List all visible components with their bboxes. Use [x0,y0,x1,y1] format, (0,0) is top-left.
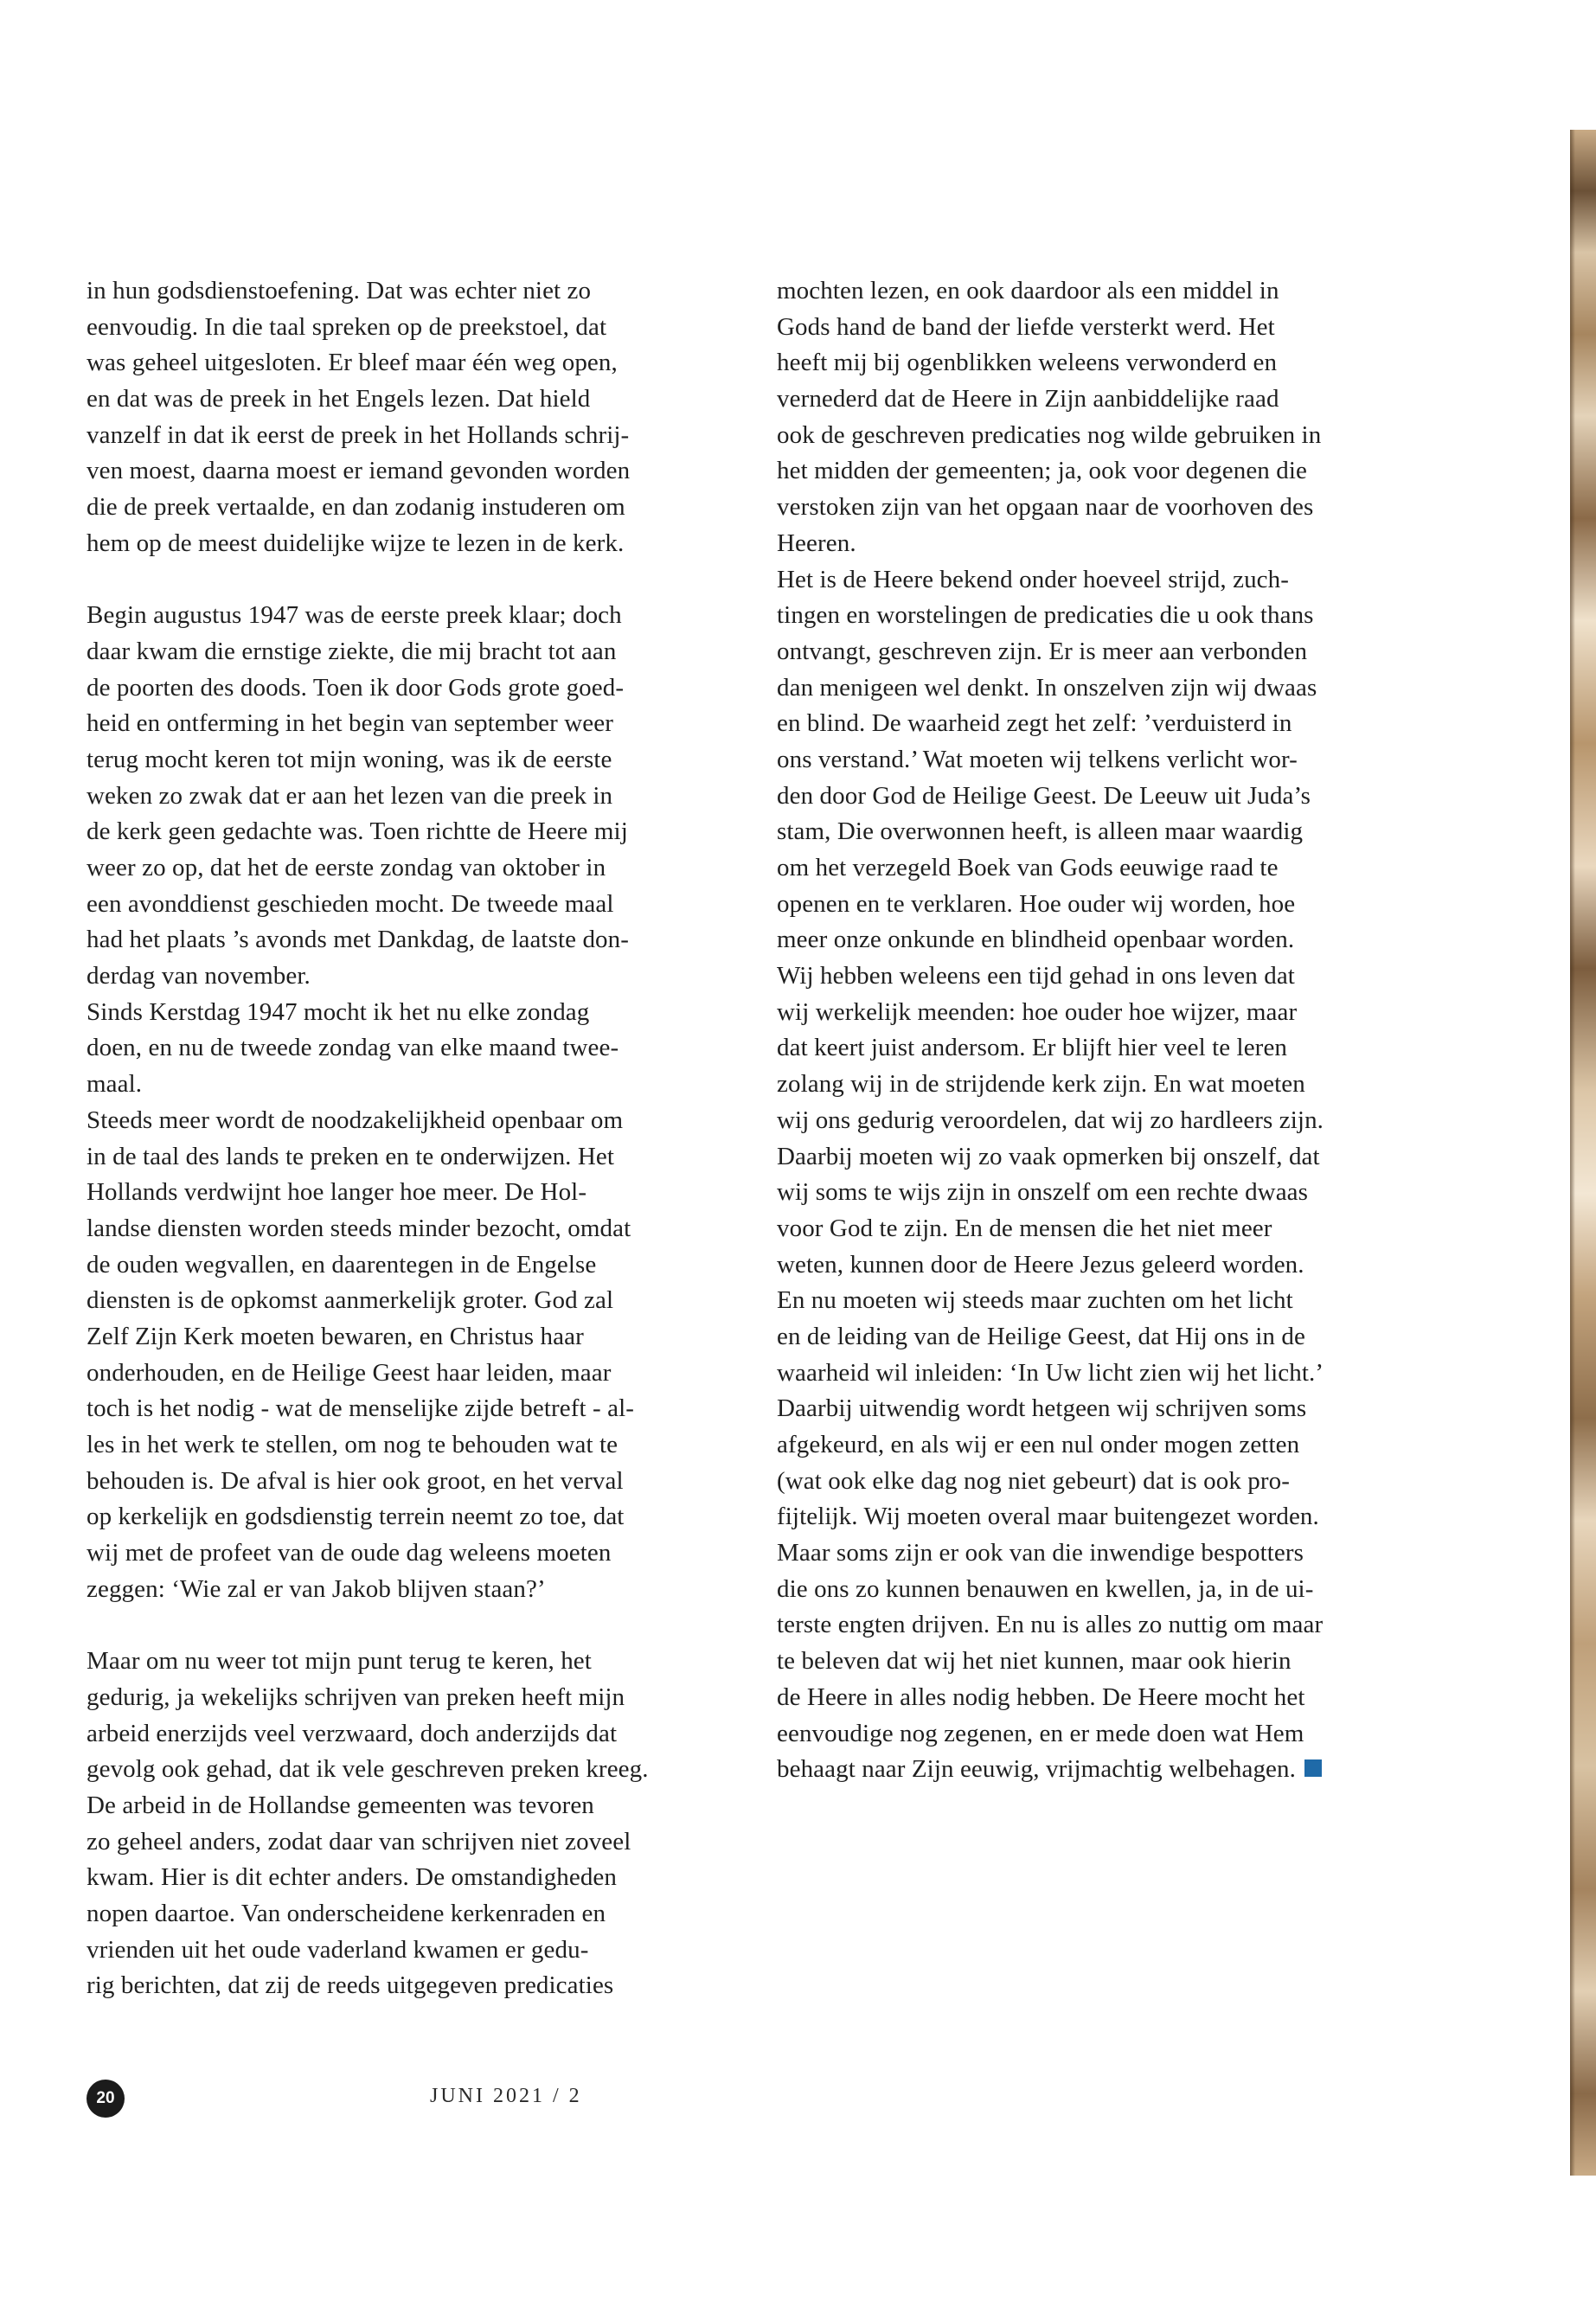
text-line: dan menigeen wel denkt. In onszelven zijn wij dwaas [777,673,1317,702]
text-line: arbeid enerzijds veel verzwaard, doch anderzijds dat [87,1719,618,1747]
text-line: en de leiding van de Heilige Geest, dat Hij ons in de [777,1322,1305,1350]
text-line: meer onze onkunde en blindheid openbaar worden. [777,926,1295,954]
text-line: het midden der gemeenten; ja, ook voor degenen die [777,457,1307,485]
text-line: ons verstand.’ Wat moeten wij telkens verlicht wor- [777,745,1298,773]
text-line: ven moest, daarna moest er iemand gevonden worden [87,457,631,485]
text-line: ontvangt, geschreven zijn. Er is meer aan verbonden [777,637,1308,665]
text-line: afgekeurd, en als wij er een nul onder mogen zetten [777,1431,1300,1458]
text-line: wij werkelijk meenden: hoe ouder hoe wijzer, maar [777,997,1298,1026]
text-line: en dat was de preek in het Engels lezen. Dat hield [87,385,591,413]
issue-label: JUNI 2021 / 2 [430,2085,582,2107]
text-line: de poorten des doods. Toen ik door Gods grote goed- [87,673,625,702]
text-line: die ons zo kunnen benauwen en kwellen, ja, in de ui- [777,1574,1314,1603]
text-line: Begin augustus 1947 was de eerste preek klaar; doch [87,601,622,630]
text-line: derdag van november. [87,962,311,990]
text-line: doen, en nu de tweede zondag van elke maand twee- [87,1034,619,1062]
text-line: Maar om nu weer tot mijn punt terug te keren, het [87,1647,592,1676]
text-line: rig berichten, dat zij de reeds uitgegeven predicaties [87,1971,614,2000]
text-line: onderhouden, en de Heilige Geest haar leiden, maar [87,1358,612,1387]
text-line: wij soms te wijs zijn in onszelf om een rechte dwaas [777,1178,1309,1207]
text-line: les in het werk te stellen, om nog te behouden wat te [87,1431,619,1458]
text-line: zo geheel anders, zodat daar van schrijven niet zoveel [87,1827,631,1856]
text-line: voor God te zijn. En de mensen die het niet meer [777,1214,1272,1242]
text-line: in de taal des lands te preken en te onderwijzen. Het [87,1142,615,1170]
text-line: openen en te verklaren. Hoe ouder wij worden, hoe [777,889,1296,918]
text-line: En nu moeten wij steeds maar zuchten om het licht [777,1286,1293,1315]
text-line: en blind. De waarheid zegt het zelf: ’verduisterd in [777,709,1292,738]
text-line: die de preek vertaalde, en dan zodanig instuderen om [87,493,625,522]
text-line: op kerkelijk en godsdienstig terrein neemt zo toe, dat [87,1503,625,1531]
text-line: Hollands verdwijnt hoe langer hoe meer. De Hol- [87,1178,587,1207]
text-line: den door God de Heilige Geest. De Leeuw uit Juda’s [777,781,1311,810]
text-line: nopen daartoe. Van onderscheidene kerkenraden en [87,1899,606,1927]
text-line: waarheid wil inleiden: ‘In Uw licht zien wij het licht.’ [777,1358,1324,1387]
paragraph-gap [87,562,744,599]
text-line: mochten lezen, en ook daardoor als een middel in [777,277,1279,304]
text-line: eenvoudige nog zegenen, en er mede doen wat Hem [777,1719,1304,1747]
text-line: de ouden wegvallen, en daarentegen in de Engelse [87,1250,597,1279]
text-line: maal. [87,1070,143,1099]
text-line: gedurig, ja wekelijks schrijven van preken heeft mijn [87,1682,625,1711]
text-line: terste engten drijven. En nu is alles zo nuttig om maar [777,1611,1324,1639]
page-number-badge: 20 [87,2080,125,2118]
text-line: wij met de profeet van de oude dag weleens moeten [87,1539,612,1567]
text-line: Zelf Zijn Kerk moeten bewaren, en Christus haar [87,1322,584,1350]
text-line: fijtelijk. Wij moeten overal maar buitengezet worden. [777,1503,1319,1531]
text-line: in hun godsdienstoefening. Dat was echter niet zo [87,277,592,304]
text-line: daar kwam die ernstige ziekte, die mij bracht tot aan [87,637,617,665]
text-line: zolang wij in de strijdende kerk zijn. En wat moeten [777,1070,1305,1099]
text-line: Heeren. [777,529,856,557]
text-line: Het is de Heere bekend onder hoeveel strijd, zuch- [777,565,1290,593]
article-end-mark [1304,1759,1322,1777]
text-line: vanzelf in dat ik eerst de preek in het Hollands schrij- [87,420,630,449]
text-line: had het plaats ’s avonds met Dankdag, de laatste don- [87,926,630,954]
text-line: te beleven dat wij het niet kunnen, maar ook hierin [777,1647,1292,1676]
paragraph-gap [87,1607,744,1644]
text-line: weken zo zwak dat er aan het lezen van die preek in [87,781,613,810]
adjacent-page-photo-edge [1570,130,1596,2176]
text-line: Daarbij uitwendig wordt hetgeen wij schrijven soms [777,1394,1307,1423]
text-line: de Heere in alles nodig hebben. De Heere mocht het [777,1682,1305,1711]
text-line: weer zo op, dat het de eerste zondag van oktober in [87,854,606,881]
text-line: behouden is. De afval is hier ook groot, en het verval [87,1466,624,1495]
text-line: hem op de meest duidelijke wijze te lezen in de kerk. [87,529,625,557]
article-column-left [87,273,744,2004]
text-line: diensten is de opkomst aanmerkelijk groter. God zal [87,1286,614,1315]
text-line: zeggen: ‘Wie zal er van Jakob blijven staan?’ [87,1574,546,1603]
text-line: Gods hand de band der liefde versterkt werd. Het [777,312,1275,341]
text-line: een avonddienst geschieden mocht. De tweede maal [87,889,614,918]
text-line: (wat ook elke dag nog niet gebeurt) dat is ook pro- [777,1466,1290,1495]
article-column-right [777,273,1443,1788]
text-line: weten, kunnen door de Heere Jezus geleerd worden. [777,1250,1304,1279]
text-line: was geheel uitgesloten. Er bleef maar één weg open, [87,349,618,377]
text-line: wij ons gedurig veroordelen, dat wij zo hardleers zijn. [777,1106,1324,1134]
text-line: ook de geschreven predicaties nog wilde gebruiken in [777,420,1322,449]
text-line: Wij hebben weleens een tijd gehad in ons leven dat [777,962,1295,990]
text-line: vernederd dat de Heere in Zijn aanbiddelijke raad [777,385,1279,413]
text-line: terug mocht keren tot mijn woning, was ik de eerste [87,745,612,773]
text-line: om het verzegeld Boek van Gods eeuwige raad te [777,854,1279,881]
text-line: heeft mij bij ogenblikken weleens verwonderd en [777,349,1278,377]
text-line: toch is het nodig - wat de menselijke zijde betreft - al- [87,1394,635,1423]
text-line: Daarbij moeten wij zo vaak opmerken bij onszelf, dat [777,1142,1320,1170]
text-line: dat keert juist andersom. Er blijft hier veel te leren [777,1034,1288,1062]
text-line: Sinds Kerstdag 1947 mocht ik het nu elke zondag [87,997,590,1026]
text-line: kwam. Hier is dit echter anders. De omstandigheden [87,1863,618,1892]
text-line: landse diensten worden steeds minder bezocht, omdat [87,1214,631,1242]
text-line: De arbeid in de Hollandse gemeenten was tevoren [87,1791,594,1819]
text-line: verstoken zijn van het opgaan naar de voorhoven des [777,493,1314,522]
text-line: tingen en worstelingen de predicaties die u ook thans [777,601,1314,630]
text-line: vrienden uit het oude vaderland kwamen er gedu- [87,1935,589,1964]
text-line: heid en ontferming in het begin van september weer [87,709,613,738]
text-line: de kerk geen gedachte was. Toen richtte de Heere mij [87,817,628,846]
text-line: gevolg ook gehad, dat ik vele geschreven preken kreeg. [87,1755,649,1784]
text-line: eenvoudig. In die taal spreken op de preekstoel, dat [87,312,607,341]
text-line: stam, Die overwonnen heeft, is alleen maar waardig [777,817,1304,846]
text-line: Maar soms zijn er ook van die inwendige bespotters [777,1539,1304,1567]
text-line: Steeds meer wordt de noodzakelijkheid openbaar om [87,1106,624,1134]
text-line: behaagt naar Zijn eeuwig, vrijmachtig welbehagen. [777,1752,1443,1788]
